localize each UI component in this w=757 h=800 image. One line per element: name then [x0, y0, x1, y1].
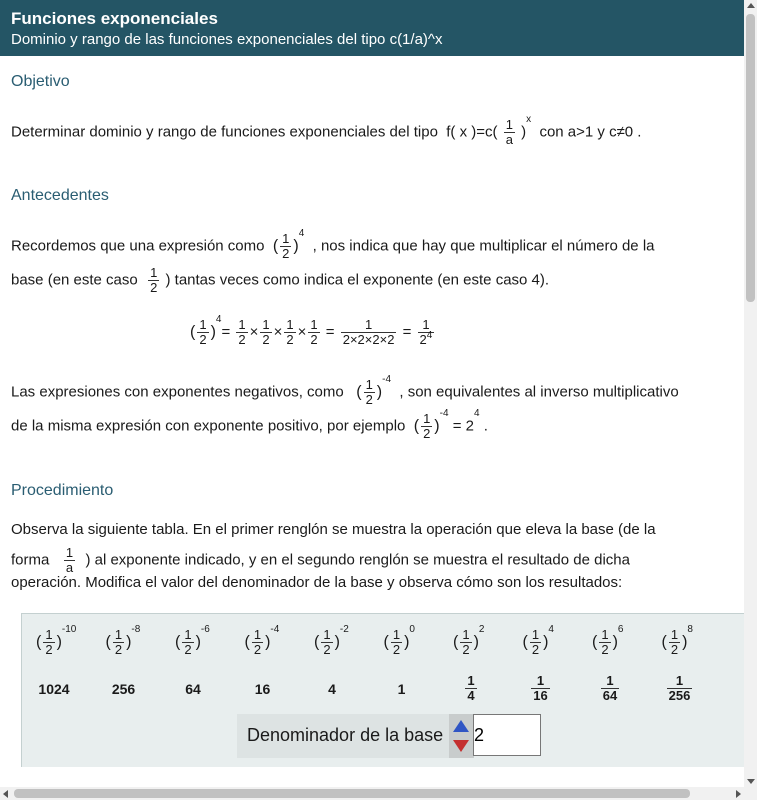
frac-num: 1	[150, 265, 158, 280]
ant-text: ) tantas veces como indica el exponente (en este caso 4).	[165, 271, 550, 289]
frac-num: 1	[601, 627, 609, 642]
horizontal-scrollbar[interactable]	[0, 787, 757, 800]
base-fraction	[391, 628, 402, 657]
paren-close: )	[376, 383, 383, 401]
frac-num: 1	[310, 317, 318, 332]
result-fraction	[531, 674, 549, 703]
frac-num: 1	[467, 673, 475, 688]
half-fraction	[421, 412, 432, 441]
paren-open: (	[244, 633, 250, 651]
frac-den: 2	[323, 642, 331, 657]
heading-objetivo: Objetivo	[11, 73, 70, 90]
paren-close: )	[543, 633, 549, 651]
result-value: 4	[328, 681, 336, 697]
frac-num: 1	[114, 627, 123, 642]
frac-num: 1	[184, 627, 192, 642]
frac-den: 2	[253, 642, 262, 657]
frac-den: 2	[392, 642, 401, 657]
base-fraction	[669, 628, 680, 657]
antecedentes-line1	[11, 228, 655, 261]
result-cell	[660, 674, 700, 703]
power-cell	[383, 624, 415, 657]
frac-den: 2	[199, 332, 207, 347]
frac-den: 2	[262, 332, 270, 347]
frac-num: 1	[462, 627, 470, 642]
main-content	[0, 56, 744, 787]
times: ×	[273, 323, 283, 341]
exponent: -2	[339, 624, 349, 635]
proc-text: forma	[11, 551, 50, 569]
frac-num: 1	[505, 117, 513, 132]
paren-close: )	[473, 633, 479, 651]
frac-num: 1	[65, 545, 74, 560]
objetivo-fraction	[504, 118, 515, 147]
denominator-spinner[interactable]	[449, 714, 474, 758]
denominator-control	[237, 714, 469, 758]
base-fraction	[113, 628, 124, 657]
antecedentes-line3	[11, 374, 679, 407]
frac-num: 1	[423, 411, 431, 426]
frac-den: 2	[45, 642, 53, 657]
exponent: 6	[617, 624, 624, 635]
power-cell	[661, 624, 693, 657]
exponent: 0	[409, 624, 415, 635]
antecedentes-line2	[11, 266, 549, 295]
page-subtitle: Dominio y rango de las funciones exponenciales del tipo c(1/a)^x	[11, 31, 443, 48]
paren-open: (	[314, 633, 320, 651]
half-fraction	[308, 318, 319, 347]
procedimiento-line1: Observa la siguiente tabla. En el primer renglón se muestra la operación que eleva la base (de la	[11, 521, 656, 538]
ant-text: de la misma expresión con exponente positivo, por ejemplo	[11, 417, 406, 435]
antecedentes-line4	[11, 408, 488, 441]
objetivo-exp: x	[526, 114, 532, 125]
paren-close: )	[195, 633, 201, 651]
power-cell	[36, 624, 77, 657]
exponent: 8	[687, 624, 693, 635]
result-cell	[243, 681, 283, 697]
equals: =	[402, 323, 412, 341]
objetivo-condition: con a>1 y c≠0 .	[539, 123, 642, 141]
exp: 4	[426, 330, 433, 341]
half-fraction	[260, 318, 271, 347]
result-value: 64	[185, 681, 201, 697]
frac-den: 2	[601, 642, 609, 657]
result-value: 16	[254, 681, 271, 697]
paren-open: (	[413, 417, 420, 435]
base-fraction	[182, 628, 193, 657]
frac-num: 1	[323, 627, 331, 642]
exp: 4	[298, 228, 305, 239]
paren-close: )	[334, 633, 340, 651]
equals: =	[325, 323, 335, 341]
result-value: 1024	[38, 681, 70, 697]
frac-num: 1	[670, 627, 679, 642]
denominator-input[interactable]	[473, 714, 541, 756]
vertical-scrollbar[interactable]	[744, 0, 757, 787]
exp: -4	[382, 374, 392, 385]
denominator-label: Denominador de la base	[247, 725, 444, 745]
frac-num: 1	[45, 627, 53, 642]
scroll-left-icon[interactable]	[3, 790, 8, 798]
exponent: -10	[61, 624, 77, 635]
frac-num: 1	[365, 377, 373, 392]
times: ×	[297, 323, 307, 341]
ant-text: , nos indica que hay que multiplicar el número de la	[312, 237, 655, 255]
half-fraction	[284, 318, 295, 347]
base-fraction	[599, 628, 610, 657]
frac-den: 2	[310, 332, 318, 347]
ant-text: Las expresiones con exponentes negativos, como	[11, 383, 344, 401]
frac-num: 1	[422, 317, 430, 332]
exponent: -8	[131, 624, 141, 635]
half-fraction	[236, 318, 247, 347]
result-fraction	[601, 674, 619, 703]
frac-den: 2	[531, 642, 540, 657]
frac-num: 1	[253, 627, 262, 642]
base-fraction	[530, 628, 541, 657]
heading-antecedentes: Antecedentes	[11, 187, 109, 204]
product-fraction	[341, 318, 397, 347]
frac-den: a	[65, 560, 74, 575]
frac-den: 4	[467, 688, 475, 703]
paren-close: )	[434, 417, 440, 435]
power-expansion-formula	[190, 314, 436, 347]
proc-text: ) al exponente indicado, y en el segundo renglón se muestra el resultado de dicha	[85, 551, 630, 569]
equals: =	[221, 323, 231, 341]
frac-den: 2×2×2×2	[342, 332, 395, 347]
result-cell	[590, 674, 630, 703]
power-cell	[522, 624, 554, 657]
result-cell	[312, 681, 352, 697]
paren-close: )	[126, 633, 132, 651]
paren-open: (	[383, 633, 389, 651]
result-cell	[104, 681, 144, 697]
result-value: 256	[111, 681, 136, 697]
result-fraction	[667, 674, 693, 703]
frac-den: 2	[423, 426, 431, 441]
paren-open: (	[175, 633, 181, 651]
scroll-up-icon[interactable]	[747, 3, 755, 8]
exponent: -4	[270, 624, 280, 635]
paren-open: (	[453, 633, 459, 651]
paren-close: )	[210, 323, 216, 341]
vertical-scroll-thumb[interactable]	[746, 14, 755, 302]
paren-open: (	[522, 633, 528, 651]
paren-open: (	[36, 633, 42, 651]
paren-open: (	[592, 633, 598, 651]
frac-num: 1	[199, 317, 207, 332]
frac-num: 1	[282, 231, 290, 246]
frac-den: 2	[238, 332, 246, 347]
result-cell	[173, 681, 213, 697]
frac-den: 2	[286, 332, 294, 347]
header-bar	[0, 0, 744, 56]
pow-base: 2	[419, 332, 427, 347]
result-value: 1	[397, 681, 406, 697]
ant-text: .	[483, 417, 488, 435]
exponent: -6	[200, 624, 210, 635]
paren-open: (	[661, 633, 667, 651]
frac-den: 2	[365, 392, 373, 407]
one-over-a-fraction	[64, 546, 75, 575]
increment-arrow-icon[interactable]	[453, 720, 469, 732]
frac-den: 64	[602, 688, 618, 703]
exp: 4	[473, 408, 480, 419]
exponent: 4	[548, 624, 554, 635]
procedimiento-line2	[11, 546, 630, 575]
result-fraction	[465, 674, 476, 703]
base-fraction	[43, 628, 54, 657]
paren-open: (	[105, 633, 111, 651]
power-cell	[175, 624, 210, 657]
horizontal-scroll-thumb[interactable]	[14, 789, 690, 798]
frac-den: 2	[462, 642, 470, 657]
frac-num: 1	[262, 317, 270, 332]
frac-num: 1	[606, 673, 614, 688]
frac-den: 2	[184, 642, 192, 657]
frac-num: 1	[392, 627, 401, 642]
frac-den: 16	[533, 688, 548, 703]
half-fraction	[197, 318, 208, 347]
frac-num: 1	[531, 627, 540, 642]
result-cell	[451, 674, 491, 703]
power-cell	[453, 624, 485, 657]
frac-den: 2	[670, 642, 679, 657]
paren-close: )	[56, 633, 62, 651]
frac-num: 1	[286, 317, 294, 332]
frac-num: 1	[675, 673, 684, 688]
result-cell	[521, 674, 561, 703]
frac-den	[418, 332, 435, 347]
ant-text: base (en este caso	[11, 271, 138, 289]
exponent: 2	[478, 624, 485, 635]
power-cell	[244, 624, 280, 657]
exp: -4	[439, 408, 449, 419]
power-fraction	[418, 318, 435, 347]
frac-den: 2	[114, 642, 123, 657]
exp: 4	[215, 314, 222, 325]
objetivo-close: )	[521, 123, 527, 141]
decrement-arrow-icon[interactable]	[453, 740, 469, 752]
paren-open: (	[356, 383, 362, 401]
base-fraction	[321, 628, 332, 657]
result-cell	[382, 681, 422, 697]
procedimiento-line3: operación. Modifica el valor del denominador de la base y observa cómo son los resultados:	[11, 574, 623, 591]
ant-text: , son equivalentes al inverso multiplicativo	[399, 383, 679, 401]
paren-close: )	[404, 633, 410, 651]
heading-procedimiento: Procedimiento	[11, 482, 114, 499]
power-cell	[314, 624, 349, 657]
power-cell	[592, 624, 624, 657]
paren-open: (	[272, 237, 279, 255]
exponent-table	[21, 613, 744, 767]
paren-close: )	[293, 237, 299, 255]
base-fraction	[252, 628, 263, 657]
objetivo-fx: f( x )=c(	[446, 123, 498, 141]
objetivo-text	[11, 114, 642, 147]
paren-close: )	[265, 633, 271, 651]
ant-text: Recordemos que una expresión como	[11, 237, 265, 255]
scroll-down-icon[interactable]	[747, 779, 755, 784]
frac-den: a	[505, 132, 513, 147]
frac-den: 2	[150, 280, 158, 295]
result-cell	[34, 681, 74, 697]
frac-num: 1	[238, 317, 246, 332]
paren-close: )	[682, 633, 688, 651]
frac-num: 1	[536, 673, 545, 688]
ant-text: = 2	[452, 417, 474, 435]
half-fraction	[148, 266, 159, 295]
paren-open: (	[190, 323, 196, 341]
times: ×	[249, 323, 259, 341]
frac-den: 256	[668, 688, 691, 703]
frac-den: 2	[282, 246, 290, 261]
base-fraction	[460, 628, 471, 657]
power-cell	[105, 624, 141, 657]
page-title: Funciones exponenciales	[11, 9, 218, 28]
half-fraction	[280, 232, 291, 261]
frac-num: 1	[364, 317, 373, 332]
paren-close: )	[612, 633, 618, 651]
scroll-right-icon[interactable]	[736, 790, 741, 798]
half-fraction	[364, 378, 375, 407]
objetivo-sentence: Determinar dominio y rango de funciones exponenciales del tipo	[11, 123, 438, 141]
